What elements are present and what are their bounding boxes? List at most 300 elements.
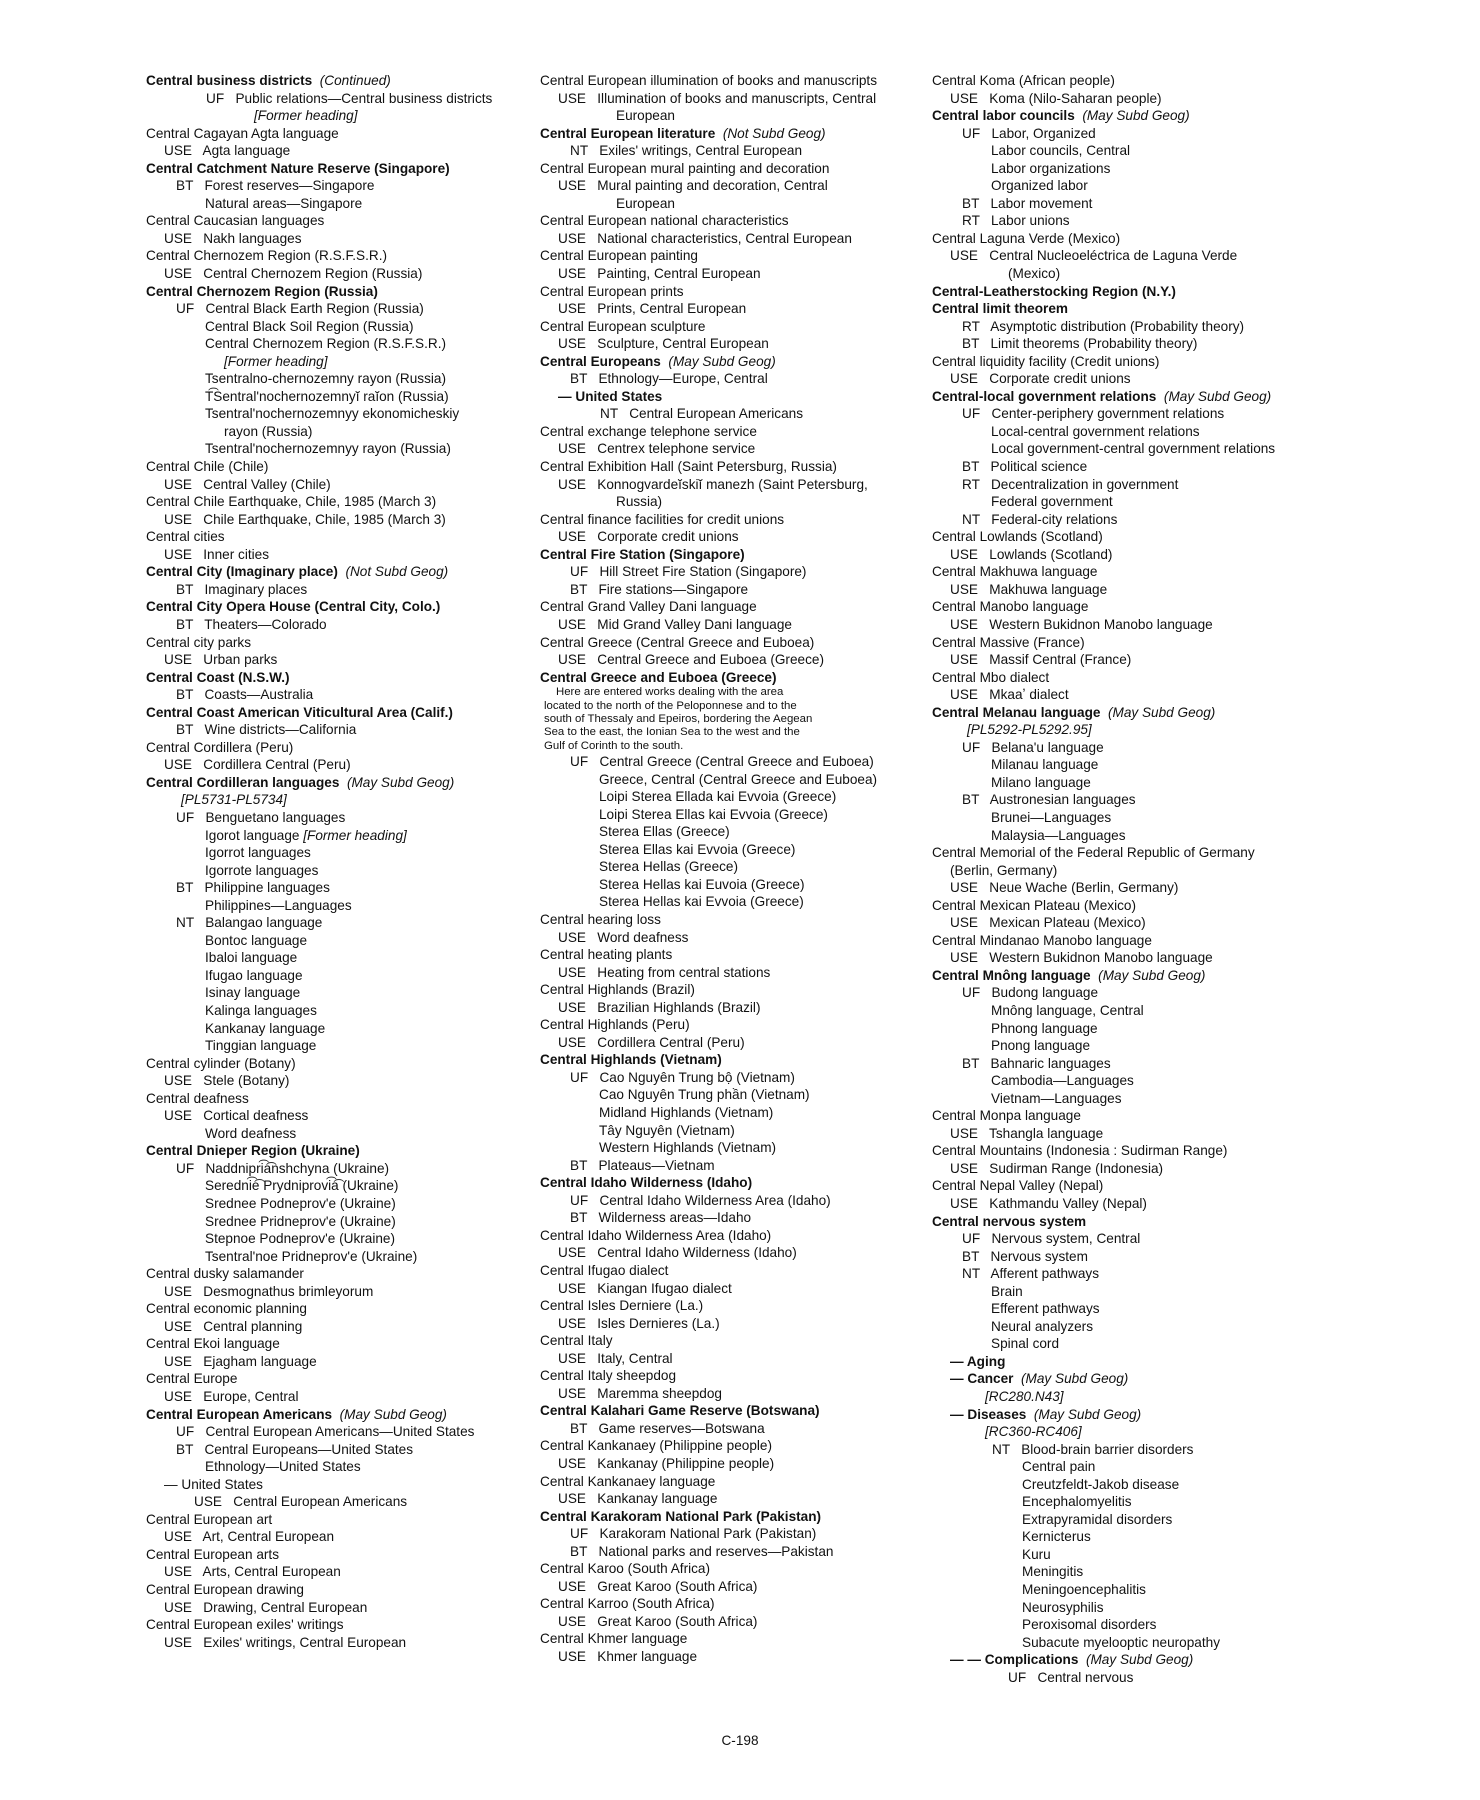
index-entry-line — [146, 476, 526, 494]
index-entry-line — [540, 423, 920, 441]
entry-text: Central finance facilities for credit unions — [540, 511, 785, 527]
entry-text: Central European illumination of books and manuscripts — [540, 73, 878, 88]
entry-text: USE Massif Central (France) — [950, 652, 1132, 668]
entry-text: Central Mexican Plateau (Mexico) — [932, 897, 1136, 913]
index-entry-line — [146, 967, 526, 985]
index-entry-line — [932, 1300, 1332, 1318]
entry-text: Local government-central government relations — [991, 441, 1276, 457]
entry-text: USE Western Bukidnon Manobo language — [950, 950, 1213, 966]
index-entry-line — [540, 440, 920, 458]
entry-text: USE Cortical deafness — [164, 1108, 309, 1124]
entry-text: USE Chile Earthquake, Chile, 1985 (March 3) — [164, 511, 446, 527]
entry-text: Sterea Hellas (Greece) — [599, 859, 739, 875]
entry-text: USE Painting, Central European — [558, 266, 761, 282]
index-entry-line — [540, 142, 920, 160]
entry-text: UF Central European Americans—United States — [176, 1424, 475, 1440]
index-entry-line — [146, 1511, 526, 1529]
heading-term: Central labor councils — [932, 108, 1075, 124]
entry-text: Efferent pathways — [991, 1301, 1100, 1317]
annotation: (Not Subd Geog) — [715, 125, 826, 141]
entry-text: NT Central European Americans — [600, 406, 803, 422]
index-entry-line — [932, 1002, 1332, 1020]
annotation: (May Subd Geog) — [1090, 967, 1206, 983]
entry-text: UF Nervous system, Central — [962, 1231, 1141, 1247]
entry-text: USE Konnogvardeĭskiĭ manezh (Saint Petersburg, — [558, 476, 868, 492]
entry-text: USE Exiles' writings, Central European — [164, 1634, 407, 1650]
index-entry-line — [146, 1177, 526, 1195]
index-entry-line — [146, 1335, 526, 1353]
index-entry-line — [540, 1525, 920, 1543]
index-entry-line — [540, 1122, 920, 1140]
annotation: (May Subd Geog) — [339, 774, 455, 790]
index-entry-line — [146, 511, 526, 529]
index-entry-line — [540, 616, 920, 634]
index-entry-line — [932, 90, 1332, 108]
index-entry-line — [932, 1563, 1332, 1581]
index-entry-line — [540, 1367, 920, 1385]
index-entry-line — [540, 90, 920, 108]
index-entry-line — [540, 388, 920, 406]
entry-text: Central economic planning — [146, 1301, 307, 1317]
entry-text: Central European mural painting and decoration — [540, 160, 830, 176]
index-entry-line — [932, 1072, 1332, 1090]
index-entry-line — [146, 1563, 526, 1581]
index-entry-line — [540, 858, 920, 876]
index-entry-line — [932, 1353, 1332, 1371]
entry-text: UF Belana'u language — [962, 739, 1104, 755]
entry-text: USE Drawing, Central European — [164, 1599, 368, 1615]
index-entry-line — [146, 300, 526, 318]
index-entry-line — [932, 247, 1332, 265]
entry-text: Central Caucasian languages — [146, 213, 325, 229]
entry-text: USE Brazilian Highlands (Brazil) — [558, 999, 761, 1015]
entry-text: USE Cordillera Central (Peru) — [164, 757, 351, 773]
entry-text: BT National parks and reserves—Pakistan — [570, 1543, 834, 1559]
entry-text: Midland Highlands (Vietnam) — [599, 1105, 774, 1121]
entry-text: Tsentralʹnochernozemnyy rayon (Russia) — [205, 441, 451, 457]
index-entry-line — [540, 1157, 920, 1175]
entry-text: Central Mindanao Manobo language — [932, 932, 1152, 948]
entry-text: USE Sculpture, Central European — [558, 336, 769, 352]
index-entry-line — [146, 897, 526, 915]
entry-text: USE Desmognathus brimleyorum — [164, 1283, 374, 1299]
entry-text: Cao Nguyên Trung phần (Vietnam) — [599, 1087, 810, 1103]
index-entry-line — [932, 423, 1332, 441]
heading-term: — United States — [558, 388, 663, 404]
index-entry-line — [540, 964, 920, 982]
annotation: (May Subd Geog) — [1078, 1652, 1194, 1668]
index-entry-line — [540, 1209, 920, 1227]
index-entry-line — [540, 1473, 920, 1491]
index-entry-line — [932, 739, 1332, 757]
index-entry-line — [146, 949, 526, 967]
index-entry-line — [540, 1034, 920, 1052]
index-entry-line — [146, 1142, 526, 1160]
index-entry-line — [146, 1634, 526, 1652]
entry-text: UF Benguetano languages — [176, 809, 346, 825]
index-entry-line — [932, 914, 1332, 932]
heading-term: Central Catchment Nature Reserve (Singapore) — [146, 160, 450, 176]
index-entry-line — [146, 879, 526, 897]
entry-text: BT Political science — [962, 459, 1088, 475]
index-entry-line — [146, 370, 526, 388]
index-entry-line — [146, 1160, 526, 1178]
entry-text: Seredni͡e͡ Prydniprovi͡a͡ (Ukraine) — [205, 1178, 399, 1194]
entry-text: south of Thessaly and Epeiros, bordering the Aegean — [544, 712, 813, 725]
index-entry-line — [932, 669, 1332, 687]
index-entry-line — [146, 827, 526, 845]
heading-term: Central Mnông language — [932, 967, 1091, 983]
index-entry-line — [540, 634, 920, 652]
index-entry-line — [540, 1086, 920, 1104]
entry-text: BT Wine districts—California — [176, 722, 357, 738]
entry-text: Central Kankanaey (Philippine people) — [540, 1438, 772, 1454]
index-entry-line — [932, 844, 1332, 862]
entry-text: Central Khmer language — [540, 1631, 688, 1647]
entry-text: Central Lowlands (Scotland) — [932, 529, 1103, 545]
entry-text: T͡Sentralʹnochernozemnyĭ raĭon (Russia) — [205, 388, 449, 404]
entry-text: USE Kankanay (Philippine people) — [558, 1455, 775, 1471]
entry-text: USE Tshangla language — [950, 1125, 1104, 1141]
heading-term: Central Coast American Viticultural Area (Calif.) — [146, 704, 453, 720]
index-entry-line — [932, 1090, 1332, 1108]
entry-text: BT Nervous system — [962, 1248, 1088, 1264]
entry-text: Central Italy — [540, 1333, 613, 1349]
index-entry-line — [932, 879, 1332, 897]
index-entry-line — [540, 1630, 920, 1648]
index-entry-line — [932, 440, 1332, 458]
index-entry-line — [146, 984, 526, 1002]
entry-text: Milanau language — [991, 757, 1099, 773]
entry-text: USE Great Karoo (South Africa) — [558, 1613, 758, 1629]
index-entry-line — [146, 704, 526, 722]
entry-text: RT Asymptotic distribution (Probability theory) — [962, 318, 1245, 334]
entry-text: USE Stele (Botany) — [164, 1073, 290, 1089]
index-entry-line — [146, 265, 526, 283]
entry-text: Spinal cord — [991, 1336, 1060, 1352]
entry-text: USE Illumination of books and manuscripts, Central — [558, 90, 877, 106]
entry-text: USE Heating from central stations — [558, 964, 771, 980]
heading-term: Central Melanau language — [932, 704, 1101, 720]
annotation: (May Subd Geog) — [332, 1406, 447, 1422]
entry-text: NT Balangao language — [176, 915, 323, 931]
annotation: [RC360-RC406] — [985, 1424, 1082, 1440]
index-entry-line — [146, 142, 526, 160]
index-entry-line — [146, 1283, 526, 1301]
entry-text: USE Central Greece and Euboea (Greece) — [558, 652, 824, 668]
index-entry-line — [146, 1406, 526, 1424]
index-entry-line — [146, 862, 526, 880]
index-entry-line — [540, 476, 920, 494]
entry-text: Central Cagayan Agta language — [146, 125, 339, 141]
heading-term: Central City (Imaginary place) — [146, 564, 338, 580]
index-entry-line — [932, 177, 1332, 195]
entry-text: Central cities — [146, 529, 225, 545]
index-column-2 — [540, 72, 920, 1666]
entry-text: Central Ekoi language — [146, 1336, 280, 1352]
entry-text: Loipi Sterea Ellas kai Evvoia (Greece) — [599, 806, 828, 822]
entry-text: Central European drawing — [146, 1582, 304, 1598]
index-entry-line — [146, 1581, 526, 1599]
entry-text: Loipi Sterea Ellada kai Evvoia (Greece) — [599, 789, 837, 805]
index-entry-line — [932, 581, 1332, 599]
index-entry-line — [540, 841, 920, 859]
heading-term: Central-local government relations — [932, 388, 1157, 404]
index-entry-line — [146, 247, 526, 265]
entry-text: Organized labor — [991, 178, 1088, 194]
index-entry-line — [540, 598, 920, 616]
index-entry-line — [540, 1069, 920, 1087]
scope-note-line — [540, 700, 920, 713]
index-entry-line — [146, 581, 526, 599]
entry-text: Central heating plants — [540, 947, 673, 963]
index-entry-line — [932, 1020, 1332, 1038]
index-entry-line — [146, 756, 526, 774]
index-entry-line — [146, 914, 526, 932]
index-entry-line — [540, 669, 920, 687]
entry-text: Central European art — [146, 1511, 273, 1527]
entry-text: USE Kathmandu Valley (Nepal) — [950, 1196, 1147, 1211]
annotation: [Former heading] — [224, 353, 328, 369]
index-entry-line — [932, 195, 1332, 213]
index-entry-line — [932, 1388, 1332, 1406]
entry-text: UF Central Black Earth Region (Russia) — [176, 301, 424, 317]
index-entry-line — [932, 300, 1332, 318]
entry-text: Local-central government relations — [991, 423, 1200, 439]
entry-text: Central European sculpture — [540, 318, 706, 334]
index-entry-line — [540, 1104, 920, 1122]
index-entry-line — [540, 405, 920, 423]
entry-text: Srednee Pridneprovʹe (Ukraine) — [205, 1213, 396, 1229]
index-entry-line — [146, 1020, 526, 1038]
index-entry-line — [932, 335, 1332, 353]
index-entry-line — [540, 1192, 920, 1210]
heading-term: Central Karakoram National Park (Pakistan) — [540, 1508, 822, 1524]
annotation: (Continued) — [312, 73, 391, 88]
entry-text: USE Cordillera Central (Peru) — [558, 1034, 745, 1050]
entry-text: Central Massive (France) — [932, 634, 1085, 650]
index-entry-line — [932, 1581, 1332, 1599]
entry-text: USE Isles Dernieres (La.) — [558, 1315, 720, 1331]
index-entry-line — [540, 929, 920, 947]
index-entry-line — [146, 1353, 526, 1371]
heading-term: Central Fire Station (Singapore) — [540, 546, 745, 562]
entry-text: rayon (Russia) — [224, 423, 313, 439]
index-entry-line — [146, 1213, 526, 1231]
index-entry-line — [932, 1055, 1332, 1073]
index-entry-line — [932, 1265, 1332, 1283]
index-entry-line — [540, 1385, 920, 1403]
entry-text: Gulf of Corinth to the south. — [544, 739, 684, 752]
entry-text: USE Mexican Plateau (Mexico) — [950, 915, 1146, 931]
index-entry-line — [146, 335, 526, 353]
entry-text: Central Highlands (Brazil) — [540, 982, 695, 998]
entry-text: UF Labor, Organized — [962, 125, 1096, 141]
index-column-3 — [932, 72, 1332, 1686]
index-entry-line — [146, 669, 526, 687]
entry-text: Central European prints — [540, 283, 684, 299]
entry-text: Central Cordillera (Peru) — [146, 739, 294, 755]
entry-text: Mnông language, Central — [991, 1002, 1144, 1018]
index-entry-line — [540, 1227, 920, 1245]
entry-text: Central Manobo language — [932, 599, 1089, 615]
entry-text: BT Coasts—Australia — [176, 687, 314, 703]
index-entry-line — [932, 598, 1332, 616]
heading-term: Central limit theorem — [932, 301, 1068, 317]
entry-text: Central Mbo dialect — [932, 669, 1050, 685]
index-entry-line — [540, 1595, 920, 1613]
index-entry-line — [932, 1651, 1332, 1669]
entry-text: NT Blood-brain barrier disorders — [992, 1441, 1194, 1457]
entry-text: Central Greece (Central Greece and Euboea) — [540, 634, 815, 650]
index-entry-line — [540, 1420, 920, 1438]
index-entry-line — [932, 476, 1332, 494]
index-entry-line — [540, 160, 920, 178]
index-entry-line — [146, 1107, 526, 1125]
entry-text: Central cylinder (Botany) — [146, 1055, 296, 1071]
entry-text: Neurosyphilis — [1022, 1599, 1104, 1615]
index-entry-line — [146, 616, 526, 634]
entry-text: NT Exiles' writings, Central European — [570, 143, 803, 159]
entry-text: Ifugao language — [205, 967, 303, 983]
entry-text: Central Monpa language — [932, 1108, 1081, 1124]
index-entry-line — [932, 897, 1332, 915]
index-entry-line — [146, 739, 526, 757]
index-entry-line — [146, 1370, 526, 1388]
entry-text: USE Central planning — [164, 1318, 303, 1334]
index-entry-line — [540, 563, 920, 581]
index-column-1 — [146, 72, 526, 1651]
entry-text: RT Labor unions — [962, 213, 1070, 229]
entry-text: USE Western Bukidnon Manobo language — [950, 616, 1213, 632]
index-entry-line — [540, 265, 920, 283]
heading-term: Central Dnieper Region (Ukraine) — [146, 1143, 360, 1159]
entry-text: USE Central Valley (Chile) — [164, 476, 331, 492]
entry-text: Central European painting — [540, 248, 698, 264]
entry-text: Central Laguna Verde (Mexico) — [932, 230, 1121, 246]
entry-text: Central European national characteristics — [540, 213, 789, 229]
index-entry-line — [540, 1455, 920, 1473]
index-entry-line — [540, 212, 920, 230]
index-entry-line — [932, 1107, 1332, 1125]
entry-text: Tinggian language — [205, 1038, 317, 1054]
entry-text: Central pain — [1022, 1459, 1096, 1475]
index-entry-line — [540, 1139, 920, 1157]
index-entry-line — [146, 388, 526, 406]
entry-text: BT Austronesian languages — [962, 792, 1136, 808]
index-entry-line — [932, 318, 1332, 336]
index-entry-line — [932, 809, 1332, 827]
entry-text: UF Central nervous — [1008, 1669, 1134, 1685]
index-entry-line — [146, 493, 526, 511]
index-entry-line — [540, 283, 920, 301]
index-entry-line — [932, 984, 1332, 1002]
entry-text: Creutzfeldt-Jakob disease — [1022, 1476, 1180, 1492]
entry-text: BT Forest reserves—Singapore — [176, 178, 375, 194]
index-entry-line — [146, 230, 526, 248]
index-entry-line — [932, 528, 1332, 546]
annotation: [Former heading] — [254, 108, 358, 124]
index-entry-line — [146, 932, 526, 950]
entry-text: Central Idaho Wilderness Area (Idaho) — [540, 1227, 772, 1243]
index-entry-line — [146, 1546, 526, 1564]
index-entry-line — [146, 634, 526, 652]
index-entry-line — [932, 686, 1332, 704]
index-entry-line — [932, 932, 1332, 950]
index-entry-line — [146, 651, 526, 669]
entry-text: USE Central European Americans — [194, 1494, 408, 1510]
entry-text: Extrapyramidal disorders — [1022, 1511, 1173, 1527]
entry-text: USE Art, Central European — [164, 1529, 335, 1545]
entry-text: Malaysia—Languages — [991, 827, 1126, 843]
entry-text: Central Makhuwa language — [932, 564, 1098, 580]
index-entry-line — [932, 1441, 1332, 1459]
entry-text: USE Ejagham language — [164, 1353, 317, 1369]
index-entry-line — [540, 581, 920, 599]
index-entry-line — [540, 1315, 920, 1333]
entry-text: Encephalomyelitis — [1022, 1494, 1132, 1510]
entry-text: Central Exhibition Hall (Saint Petersburg, Russia) — [540, 459, 837, 475]
index-entry-line — [146, 177, 526, 195]
entry-text: European — [616, 195, 675, 211]
entry-text: Central Mountains (Indonesia : Sudirman Range) — [932, 1143, 1228, 1159]
index-entry-line — [932, 721, 1332, 739]
index-entry-line — [540, 528, 920, 546]
entry-text: BT Game reserves—Botswana — [570, 1420, 765, 1436]
annotation: [PL5292-PL5292.95] — [967, 722, 1092, 738]
entry-text: (Mexico) — [1008, 266, 1061, 282]
entry-text: Sterea Hellas kai Evvoia (Greece) — [599, 894, 804, 910]
entry-text: Central Kankanaey language — [540, 1473, 716, 1489]
index-entry-line — [540, 458, 920, 476]
index-entry-line — [932, 704, 1332, 722]
index-entry-line — [932, 493, 1332, 511]
entry-text: USE Italy, Central — [558, 1350, 673, 1366]
heading-term: Central-Leatherstocking Region (N.Y.) — [932, 283, 1176, 299]
annotation: [Former heading] — [303, 827, 407, 843]
entry-text: Tsentralʹnochernozemnyy ekonomicheskiy — [205, 406, 460, 422]
heading-term: Central Greece and Euboea (Greece) — [540, 669, 777, 685]
index-entry-line — [932, 1669, 1332, 1687]
index-entry-line — [932, 1458, 1332, 1476]
index-entry-line — [146, 809, 526, 827]
entry-text: Tsentralʹnoe Pridneprovʹe (Ukraine) — [205, 1248, 418, 1264]
index-entry-line — [932, 774, 1332, 792]
index-entry-line — [540, 1262, 920, 1280]
index-entry-line — [932, 142, 1332, 160]
index-entry-line — [146, 283, 526, 301]
entry-text: Central deafness — [146, 1090, 249, 1106]
index-entry-line — [932, 458, 1332, 476]
heading-term: Central European Americans — [146, 1406, 333, 1422]
index-entry-line — [932, 1142, 1332, 1160]
entry-text: UF Hill Street Fire Station (Singapore) — [570, 564, 807, 580]
index-entry-line — [932, 72, 1332, 90]
entry-text: Brain — [991, 1283, 1023, 1299]
entry-text: USE Agta language — [164, 143, 291, 159]
entry-text: European — [616, 108, 675, 124]
entry-text: BT Fire stations—Singapore — [570, 581, 749, 597]
index-entry-line — [932, 1423, 1332, 1441]
index-entry-line — [146, 160, 526, 178]
entry-text: Igorot language — [205, 827, 304, 843]
entry-text: USE Mural painting and decoration, Central — [558, 178, 828, 194]
index-entry-line — [146, 1125, 526, 1143]
entry-text: USE Word deafness — [558, 929, 689, 945]
annotation: (May Subd Geog) — [1026, 1406, 1142, 1422]
entry-text: Kalinga languages — [205, 1002, 317, 1018]
index-entry-line — [540, 1350, 920, 1368]
